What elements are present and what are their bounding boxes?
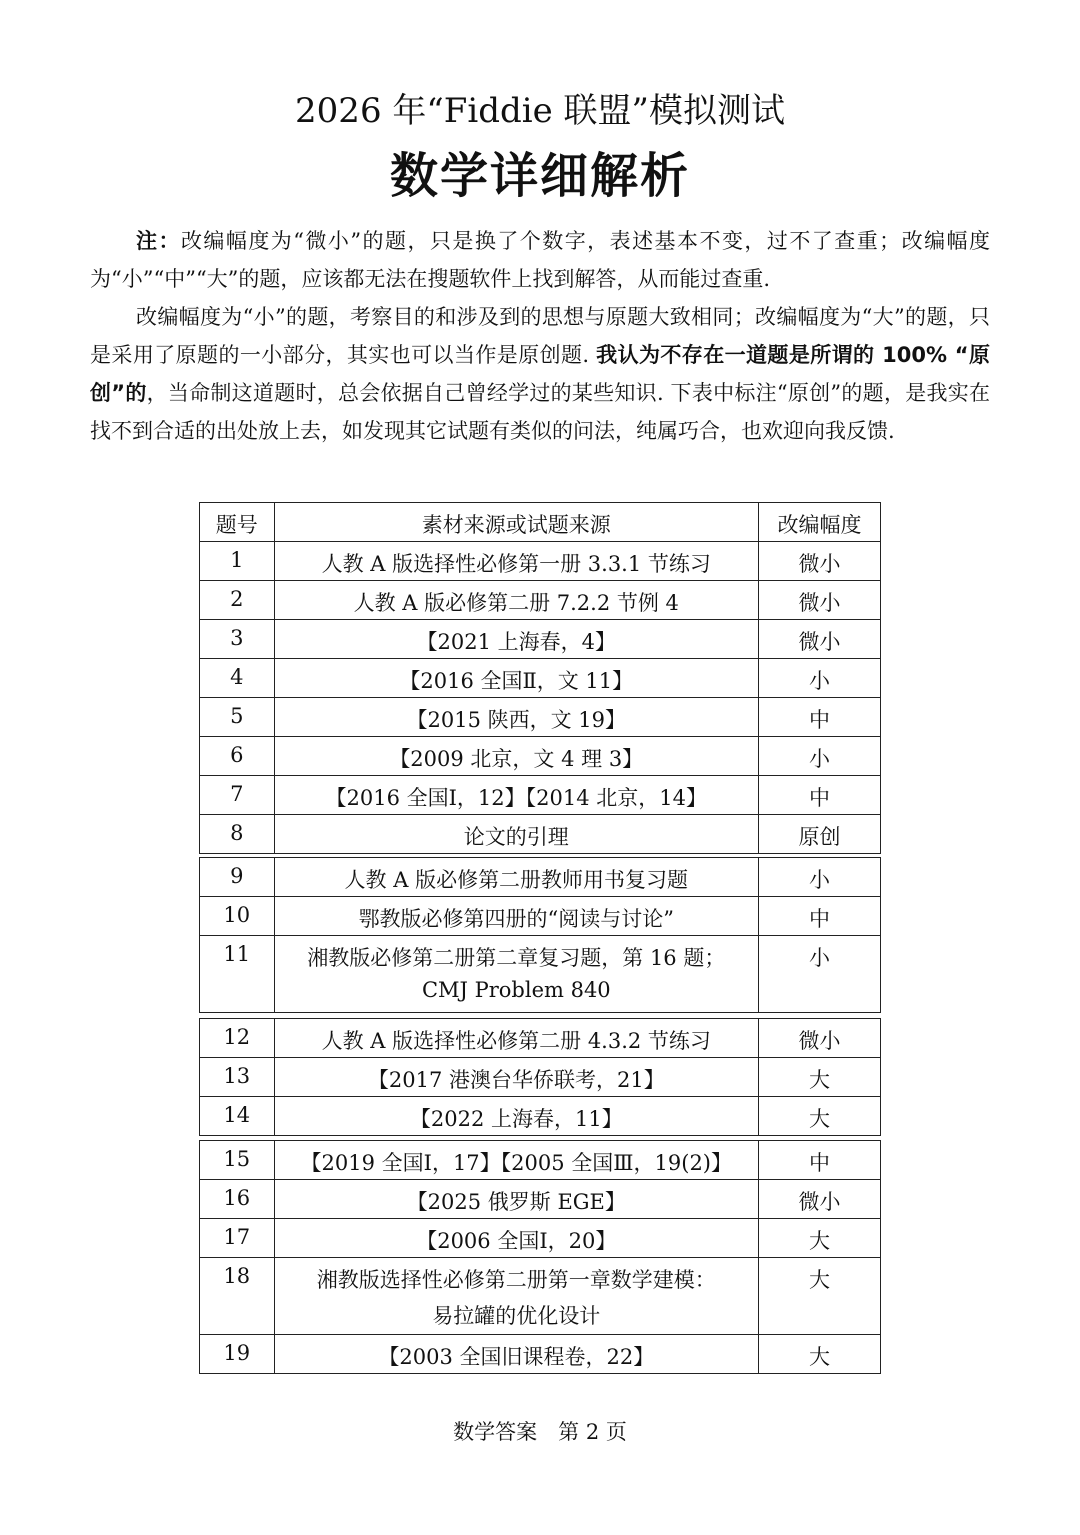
cell-source [274,1097,758,1136]
source-text: 【2016 全国Ⅰ，12】【2014 北京，14】 [325,786,707,810]
cell-degree: 中 [759,698,881,737]
cell-source [274,776,759,815]
source-text: 【2009 北京，文 4 理 3】 [389,747,644,771]
cell-source [274,1219,758,1258]
cell-degree: 微小 [759,581,881,620]
cell-degree: 大 [759,1258,881,1335]
cell-number: 6 [200,737,275,776]
source-text: 【2016 全国Ⅱ，文 11】 [399,669,634,693]
cell-number: 14 [200,1097,275,1136]
cell-source [274,620,759,659]
table-row [200,698,881,737]
cell-number: 3 [200,620,275,659]
source-text-line-2: CMJ Problem 840 [421,978,611,1002]
table-row [200,659,881,698]
header-number: 题号 [200,503,275,542]
cell-source [274,737,759,776]
cell-degree: 原创 [759,815,881,854]
table-row [200,1335,881,1374]
cell-source [274,858,759,897]
note-paragraph-2 [90,298,990,450]
table-row [200,776,881,815]
source-text: 【2003 全国旧课程卷，22】 [378,1345,655,1369]
source-text: 【2022 上海春，11】 [409,1107,623,1131]
table-row [200,581,881,620]
cell-number: 18 [200,1258,275,1335]
table-row [200,1058,881,1097]
source-text-line-2: 易拉罐的优化设计 [432,1304,601,1328]
cell-source [274,1141,758,1180]
cell-source [274,1335,758,1374]
cell-degree: 小 [759,936,881,1013]
cell-degree: 微小 [759,1019,881,1058]
source-text: 人教 A 版选择性必修第一册 3.3.1 节练习 [321,552,711,576]
table-row [200,897,881,936]
table-row [200,737,881,776]
table-row [200,620,881,659]
source-table-part-3 [199,1018,881,1136]
table-row [200,1219,881,1258]
cell-degree: 微小 [759,1180,881,1219]
table-row [200,1019,881,1058]
source-text: 【2015 陕西，文 19】 [406,708,627,732]
cell-number: 1 [200,542,275,581]
header-source: 素材来源或试题来源 [274,503,759,542]
source-text: 人教 A 版必修第二册教师用书复习题 [344,868,689,892]
cell-degree: 微小 [759,542,881,581]
cell-source [274,581,759,620]
cell-number: 17 [200,1219,275,1258]
cell-source [274,542,759,581]
source-text: 【2019 全国Ⅰ，17】【2005 全国Ⅲ，19(2)】 [300,1151,733,1175]
cell-number: 12 [200,1019,275,1058]
cell-degree: 中 [759,776,881,815]
cell-source [274,1180,758,1219]
cell-degree: 小 [759,737,881,776]
cell-degree: 大 [759,1058,881,1097]
cell-number: 11 [200,936,275,1013]
cell-degree: 小 [759,858,881,897]
table-row [200,1097,881,1136]
title-line-2: 数学详细解析 [389,148,690,204]
note-emphasis: 我认为不存在一道题是所谓的 100% “原创”的 [90,343,990,405]
cell-number: 2 [200,581,275,620]
cell-degree: 中 [759,1141,881,1180]
table-row [200,1141,881,1180]
title-line-1: 2026 年“Fiddie 联盟”模拟测试 [295,91,785,131]
cell-degree: 中 [759,897,881,936]
cell-number: 9 [200,858,275,897]
cell-degree: 大 [759,1097,881,1136]
note-paragraph-1 [90,222,990,298]
source-table-part-2 [199,857,881,1013]
cell-source [274,897,759,936]
source-text: 鄂教版必修第四册的“阅读与讨论” [358,907,675,931]
cell-source [274,659,759,698]
source-table-part-1 [199,502,881,854]
cell-number: 19 [200,1335,275,1374]
page-footer: 数学答案 第 2 页 [453,1420,627,1444]
table-row [200,542,881,581]
source-text: 【2017 港澳台华侨联考，21】 [367,1068,665,1092]
table-row [200,815,881,854]
cell-number: 5 [200,698,275,737]
table-header-row [200,503,881,542]
table-row [200,1180,881,1219]
note-text-1: 改编幅度为“微小”的题，只是换了个数字，表述基本不变，过不了查重；改编幅度为“小”“中”“大”的题，应该都无法在搜题软件上找到解答，从而能过查重. [90,229,991,291]
source-text: 人教 A 版选择性必修第二册 4.3.2 节练习 [321,1029,711,1053]
source-text: 【2006 全国Ⅰ，20】 [416,1229,617,1253]
cell-number: 8 [200,815,275,854]
header-degree: 改编幅度 [759,503,881,542]
cell-degree: 大 [759,1335,881,1374]
source-text: 人教 A 版必修第二册 7.2.2 节例 4 [353,591,679,615]
source-text: 论文的引理 [463,825,569,849]
cell-source [274,698,759,737]
cell-number: 15 [200,1141,275,1180]
source-text: 湘教版选择性必修第二册第一章数学建模： [316,1268,716,1292]
cell-degree: 大 [759,1219,881,1258]
cell-number: 7 [200,776,275,815]
source-text: 湘教版必修第二册第二章复习题，第 16 题； [307,946,726,970]
note-text-2b: ，当命制这道题时，总会依据自己曾经学过的某些知识. 下表中标注“原创”的题，是我实在找不到合适的出处放上去，如发现其它试题有类似的问法，纯属巧合，也欢迎向我反馈. [90,381,990,443]
cell-number: 13 [200,1058,275,1097]
cell-degree: 小 [759,659,881,698]
source-table-part-4 [199,1140,881,1374]
source-text: 【2021 上海春，4】 [416,630,616,654]
table-row [200,858,881,897]
table-row [200,936,881,1013]
cell-source [274,1019,758,1058]
table-row [200,1258,881,1335]
cell-source [274,936,759,1013]
cell-degree: 微小 [759,620,881,659]
cell-source [274,1058,758,1097]
cell-source [274,1258,758,1335]
cell-number: 16 [200,1180,275,1219]
source-text: 【2025 俄罗斯 EGE】 [406,1190,626,1214]
cell-number: 10 [200,897,275,936]
cell-number: 4 [200,659,275,698]
cell-source [274,815,759,854]
note-text-2a: 改编幅度为“小”的题，考察目的和涉及到的思想与原题大致相同；改编幅度为“大”的题，只是采用了原题的一小部分，其实也可以当作是原创题. [90,305,990,367]
note-label: 注： [136,229,181,253]
